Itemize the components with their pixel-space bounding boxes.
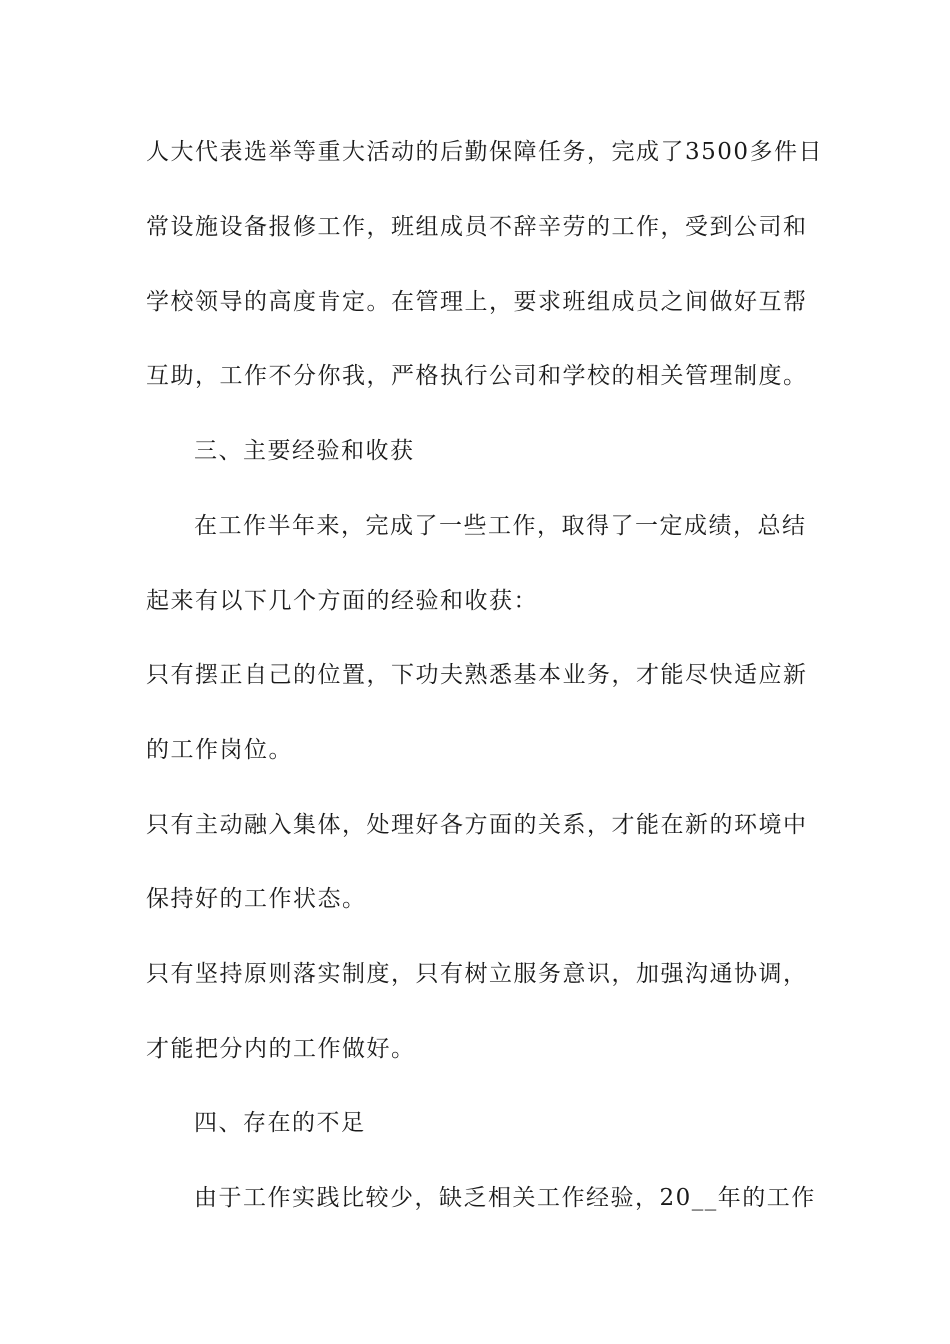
section-heading: 四、存在的不足: [194, 1110, 366, 1136]
paragraph-line: 只有坚持原则落实制度，只有树立服务意识，加强沟通协调，: [146, 961, 808, 987]
paragraph-line: 互助，工作不分你我，严格执行公司和学校的相关管理制度。: [146, 363, 808, 389]
paragraph-line: 才能把分内的工作做好。: [146, 1036, 416, 1062]
paragraph-line: 人大代表选举等重大活动的后勤保障任务，完成了3500多件日: [146, 139, 824, 165]
paragraph-line: 只有摆正自己的位置，下功夫熟悉基本业务，才能尽快适应新: [146, 662, 808, 688]
section-heading: 三、主要经验和收获: [194, 438, 415, 464]
paragraph-line: 保持好的工作状态。: [146, 886, 367, 912]
paragraph-line: 的工作岗位。: [146, 737, 293, 763]
paragraph-line: 学校领导的高度肯定。在管理上，要求班组成员之间做好互帮: [146, 289, 808, 315]
paragraph-line: 常设施设备报修工作，班组成员不辞辛劳的工作，受到公司和: [146, 214, 808, 240]
paragraph-line: 在工作半年来，完成了一些工作，取得了一定成绩，总结: [194, 513, 807, 539]
paragraph-line: 由于工作实践比较少，缺乏相关工作经验，20__年的工作: [194, 1185, 816, 1211]
paragraph-line: 只有主动融入集体，处理好各方面的关系，才能在新的环境中: [146, 812, 808, 838]
paragraph-line: 起来有以下几个方面的经验和收获：: [146, 588, 538, 614]
